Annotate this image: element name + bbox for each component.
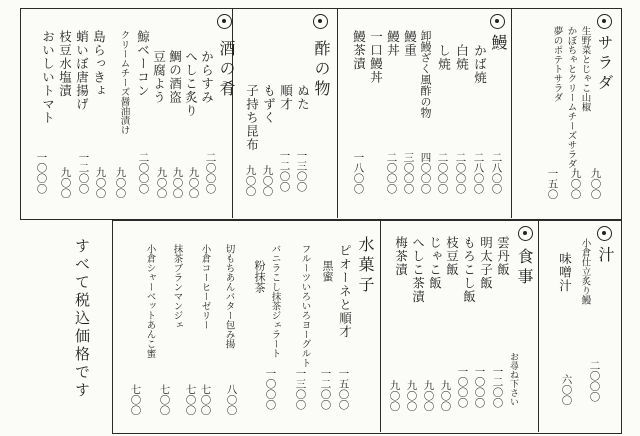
snacks-item: 豆腐よう — [151, 50, 167, 104]
eel-item: 鰻茶漬 — [351, 30, 367, 71]
snacks-price: 九〇〇 — [187, 167, 200, 199]
meal-price: 九〇〇 — [422, 380, 435, 412]
sweets-item: 粉抹茶 — [253, 260, 266, 293]
meal-price: 九〇〇 — [439, 380, 452, 412]
sweets-item: ピオーネと順才 — [337, 244, 353, 339]
eel-item: 白焼 — [454, 44, 470, 71]
vinegared-price: 九〇〇 — [244, 165, 257, 197]
snacks-item: 鯛の酒盗 — [167, 50, 183, 104]
meal-item: へしこ茶漬 — [410, 236, 426, 304]
salad-item: 生野菜とじゃこ山椒 — [579, 26, 591, 112]
snacks-item: 鯨ベーコン — [135, 30, 151, 98]
eel-item: 卸鰻ざく風酢の物 — [419, 30, 432, 118]
meal-item: 明太子飯 — [478, 236, 494, 290]
sweets-price: 七〇〇 — [199, 384, 212, 416]
eel-item: し焼 — [436, 44, 452, 71]
snacks-item: へしこ炙り — [183, 50, 199, 118]
sweets-price: 一三〇〇 — [294, 368, 307, 410]
vinegared-price: 一二〇〇 — [278, 150, 291, 192]
snacks-price: 九〇〇 — [155, 167, 168, 199]
sweets-item: 黒蜜 — [321, 260, 334, 282]
eel-item: 一口鰻丼 — [368, 30, 384, 84]
salad-price: 九〇〇 — [569, 168, 582, 200]
sweets-item: 抹茶ブランマンジェ — [171, 244, 183, 330]
vinegared-item: ぬた — [295, 84, 311, 111]
eel-title: 鰻 — [489, 34, 508, 54]
sweets-price: 七〇〇 — [129, 384, 142, 416]
soup-title: 汁 — [596, 246, 615, 266]
snacks-item: クリームチーズ醤油漬け — [118, 30, 130, 135]
snacks-price: 二〇〇〇 — [137, 152, 150, 194]
sweets-item: 小倉シャーベットあんこ蜜 — [144, 244, 156, 358]
salad-item: かぼちゃとクリームチーズサラダ — [565, 26, 577, 169]
sweets-price: 一二〇〇 — [319, 368, 332, 410]
snacks-price: 一〇〇〇 — [35, 152, 48, 194]
eel-price: 四〇〇〇 — [419, 152, 432, 194]
snacks-item: おいしいトマト — [40, 30, 56, 125]
salad-item: 夢のポテトサラダ — [551, 26, 563, 102]
snacks-marker-icon — [217, 14, 232, 29]
meal-item: じゃこ飯 — [427, 236, 443, 290]
meal-title: 食事 — [515, 248, 534, 288]
eel-item: かば焼 — [472, 44, 488, 85]
vinegared-price: 九〇〇 — [261, 165, 274, 197]
snacks-title: 酒の肴 — [217, 40, 236, 100]
bottom-divider-2 — [538, 220, 539, 432]
sweets-item: フルーツいろいろヨーグルト — [299, 244, 311, 368]
snacks-price: 一二〇〇 — [77, 152, 90, 194]
meal-item: もろこし飯 — [461, 236, 477, 304]
eel-price: 二〇〇〇 — [385, 152, 398, 194]
eel-price: 一八〇〇 — [352, 152, 365, 194]
sweets-price: 一〇〇〇 — [264, 368, 277, 410]
meal-price: 一二〇〇 — [491, 366, 504, 408]
sweets-item: 切もちあんバター包み揚 — [223, 244, 235, 349]
snacks-price: 九〇〇 — [59, 167, 72, 199]
top-divider-2 — [337, 8, 338, 218]
sweets-item: バニラこし抹茶ジェラート — [269, 244, 281, 358]
meal-item: 枝豆飯 — [444, 236, 460, 277]
meal-price: 一〇〇〇 — [473, 366, 486, 408]
meal-note: お尋ね下さい — [508, 352, 518, 406]
vinegared-price: 一三〇〇 — [295, 150, 308, 192]
meal-item: 雲丹飯 — [495, 236, 511, 277]
salad-title: サラダ — [595, 34, 614, 94]
sweets-price: 一五〇〇 — [337, 368, 350, 410]
snacks-item: からすみ — [199, 50, 215, 104]
meal-item: 梅茶漬 — [393, 236, 409, 277]
sweets-price: 八〇〇 — [225, 384, 238, 416]
eel-item: 鰻重 — [402, 30, 418, 57]
snacks-price: 九〇〇 — [94, 167, 107, 199]
top-divider-3 — [511, 8, 512, 218]
snacks-price: 九〇〇 — [114, 167, 127, 199]
salad-price: 一五〇 — [546, 168, 559, 200]
eel-marker-icon — [490, 14, 505, 29]
sweets-price: 七〇〇 — [158, 384, 171, 416]
eel-price: 二八〇〇 — [490, 152, 503, 194]
eel-item: 鰻丼 — [385, 30, 401, 57]
salad-price: 九〇〇 — [589, 168, 602, 200]
soup-item: 小倉仕立炙り鰻 — [579, 238, 591, 305]
meal-price: 一〇〇〇 — [456, 366, 469, 408]
soup-marker-icon — [597, 226, 612, 241]
snacks-item: 島らっきょ — [91, 30, 107, 98]
eel-price: 三〇〇〇 — [402, 152, 415, 194]
vinegared-marker-icon — [313, 14, 328, 29]
snacks-price: 九〇〇 — [171, 167, 184, 199]
snacks-item: 蛸いぼ唐揚げ — [74, 30, 90, 111]
meal-price: 九〇〇 — [405, 380, 418, 412]
sweets-price: 七〇〇 — [184, 384, 197, 416]
eel-price: 二〇〇〇 — [454, 152, 467, 194]
sweets-title: 水菓子 — [356, 236, 375, 296]
soup-price: 六〇〇 — [560, 374, 573, 406]
meal-price: 九〇〇 — [388, 380, 401, 412]
vinegared-item: もずく — [261, 84, 277, 125]
vinegared-item: 順才 — [278, 84, 294, 111]
soup-item: 味噌汁 — [557, 252, 573, 293]
soup-price: 二〇〇〇 — [588, 360, 601, 402]
salad-marker-icon — [597, 14, 612, 29]
snacks-item: 枝豆水塩漬 — [57, 30, 73, 98]
eel-price: 二八〇〇 — [472, 152, 485, 194]
vinegared-item: 子持ち昆布 — [244, 84, 260, 152]
vinegared-title: 酢の物 — [312, 40, 331, 100]
snacks-price: 二〇〇〇 — [204, 152, 217, 194]
bottom-divider-1 — [380, 220, 381, 432]
tax-note: すべて税込価格です — [73, 238, 91, 400]
eel-price: 二〇〇〇 — [436, 152, 449, 194]
meal-marker-icon — [518, 226, 533, 241]
sweets-item: 小倉コーヒーゼリー — [199, 244, 211, 330]
